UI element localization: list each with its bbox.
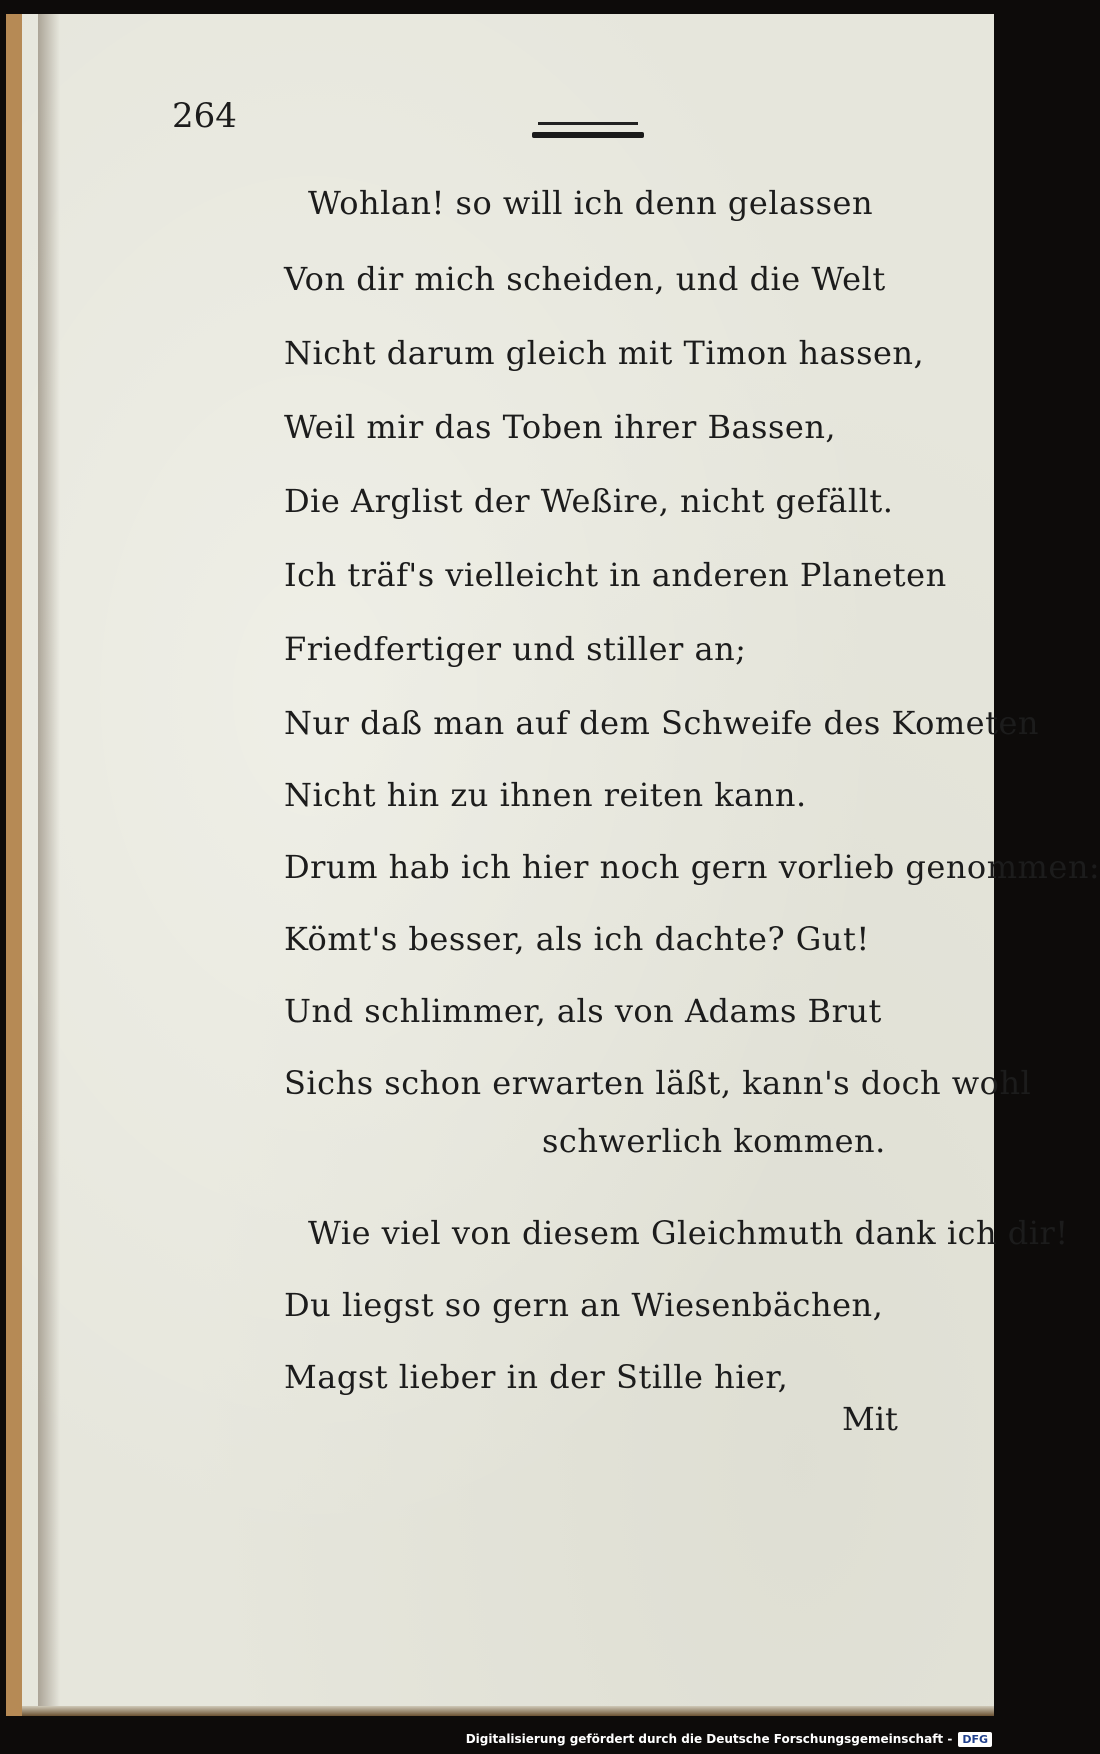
poem-line: Die Arglist der Weßire, nicht gefällt. <box>284 482 894 520</box>
poem-line: Nicht darum gleich mit Timon hassen, <box>284 334 925 372</box>
poem-line: Du liegst so gern an Wiesenbächen, <box>284 1286 884 1324</box>
poem-line: Magst lieber in der Stille hier, <box>284 1358 789 1396</box>
poem-line: Sichs schon erwarten läßt, kann's doch wohl <box>284 1064 1032 1102</box>
page-number: 264 <box>172 96 237 136</box>
poem-line: Weil mir das Toben ihrer Bassen, <box>284 408 837 446</box>
poem-line: Und schlimmer, als von Adams Brut <box>284 992 882 1030</box>
footer-credit: Digitalisierung gefördert durch die Deutsche Forschungsgemeinschaft - <box>465 1732 953 1746</box>
page-bottom-edge <box>22 1706 994 1716</box>
poem-line: Ich träf's vielleicht in anderen Planeten <box>284 556 947 594</box>
header-ornament <box>532 120 644 142</box>
poem-line: Drum hab ich hier noch gern vorlieb genommen: <box>284 848 1100 886</box>
poem-line: Wie viel von diesem Gleichmuth dank ich dir! <box>308 1214 1069 1252</box>
poem-line: Von dir mich scheiden, und die Welt <box>284 260 886 298</box>
dfg-logo: DFG <box>958 1732 992 1747</box>
digitization-footer <box>466 1728 992 1750</box>
catchword: Mit <box>842 1400 898 1438</box>
poem-line: Wohlan! so will ich denn gelassen <box>308 184 874 222</box>
spine-shadow <box>38 14 60 1716</box>
poem-line: Kömt's besser, als ich dachte? Gut! <box>284 920 870 958</box>
book-page <box>6 14 1100 1716</box>
poem-line: schwerlich kommen. <box>542 1122 886 1160</box>
poem-line: Nicht hin zu ihnen reiten kann. <box>284 776 807 814</box>
poem-line: Nur daß man auf dem Schweife des Kometen <box>284 704 1040 742</box>
poem-line: Friedfertiger und stiller an; <box>284 630 747 668</box>
